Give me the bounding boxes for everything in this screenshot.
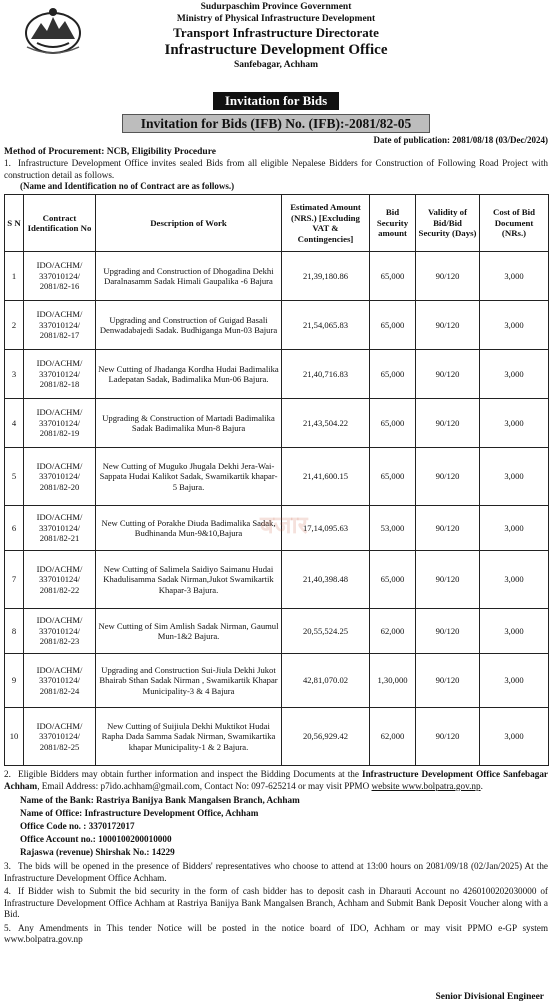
bank-rajaswa: Rajaswa (revenue) Shirshak No.: 14229	[20, 847, 175, 857]
cell-description: Upgrading & Construction of Martadi Badimalika Sadak Badimalika Mun-8 Bajura	[96, 399, 282, 448]
invitation-banner: Invitation for Bids	[213, 92, 339, 110]
cell-validity: 90/120	[416, 551, 480, 609]
cell-validity: 90/120	[416, 301, 480, 350]
cell-security: 1,30,000	[370, 654, 416, 708]
header-security: Bid Security amount	[370, 195, 416, 252]
cell-amount: 21,40,398.48	[282, 551, 370, 609]
header-office: Infrastructure Development Office	[164, 42, 388, 58]
paragraph-3	[4, 861, 548, 884]
cell-sn: 6	[5, 506, 24, 551]
cell-security: 65,000	[370, 350, 416, 399]
cell-description: New Cutting of Jhadanga Kordha Hudai Badimalika Ladepatan Sadak, Badimalika Mun-06 Bajura.	[96, 350, 282, 399]
cell-description: New Cutting of Porakhe Diuda Badimalika Sadak, Budhinanda Mun-9&10,Bajura	[96, 506, 282, 551]
cell-cost: 3,000	[480, 252, 549, 301]
cell-contract: IDO/ACHM/ 337010124/ 2081/82-18	[24, 350, 96, 399]
cell-security: 65,000	[370, 399, 416, 448]
cell-amount: 21,41,600.15	[282, 448, 370, 506]
cell-security: 53,000	[370, 506, 416, 551]
paragraph-text: The bids will be opened in the presence of Bidders' representatives who choose to attend at 13:00 hours on 2081/09/18 (02/Jan/2025) At the Infrastructure Development Office Achham.	[4, 861, 548, 883]
cell-sn: 5	[5, 448, 24, 506]
table-row	[5, 252, 549, 301]
paragraph-text: Infrastructure Development Office invites sealed Bids from all eligible Nepalese Bidders for Construction of Following Road Project with construction detail as follows.	[4, 158, 548, 180]
cell-contract: IDO/ACHM/ 337010124/ 2081/82-16	[24, 252, 96, 301]
cell-description: Upgrading and Construction of Guigad Basali Denwadabajedi Sadak. Budhiganga Mun-03 Bajura	[96, 301, 282, 350]
paragraph-text: Any Amendments in This tender Notice will be posted in the notice board of IDO, Achham or may visit PPMO e-GP system www.bolpatra.gov.np	[4, 922, 548, 944]
header-location: Sanfebagar, Achham	[233, 60, 319, 70]
table-row	[5, 654, 549, 708]
cell-contract: IDO/ACHM/ 337010124/ 2081/82-20	[24, 448, 96, 506]
paragraph-text-c: .	[480, 780, 483, 791]
cell-validity: 90/120	[416, 654, 480, 708]
cell-validity: 90/120	[416, 448, 480, 506]
header-directorate: Transport Infrastructure Directorate	[173, 25, 379, 40]
bank-details	[0, 794, 552, 859]
header-sn: S N	[5, 195, 24, 252]
cell-sn: 4	[5, 399, 24, 448]
cell-contract: IDO/ACHM/ 337010124/ 2081/82-25	[24, 708, 96, 766]
bank-name: Name of the Bank: Rastriya Banijya Bank Mangalsen Branch, Achham	[20, 795, 300, 805]
procurement-method: Method of Procurement: NCB, Eligibility Procedure	[4, 147, 216, 157]
cell-cost: 3,000	[480, 609, 549, 654]
office-name: Infrastructure Development Office Sanfebagar Achham	[4, 769, 548, 791]
paragraph-text-b: , Email Address: p7ido.achham@gmail.com, Contact No: 097-625214 or may visit PPMO	[37, 780, 372, 791]
cell-cost: 3,000	[480, 448, 549, 506]
table-row	[5, 301, 549, 350]
header-contract: Contract Identification No	[24, 195, 96, 252]
cell-amount: 21,54,065.83	[282, 301, 370, 350]
cell-amount: 20,55,524.25	[282, 609, 370, 654]
table-row	[5, 448, 549, 506]
paragraph-2	[4, 769, 548, 792]
cell-amount: 21,40,716.83	[282, 350, 370, 399]
paragraph-1	[4, 158, 548, 181]
cell-security: 62,000	[370, 609, 416, 654]
table-row	[5, 609, 549, 654]
bank-office-code: Office Code no. : 3370172017	[20, 821, 135, 831]
header-ministry: Ministry of Physical Infrastructure Development	[176, 14, 376, 24]
bank-account: Office Account no.: 1000100200010000	[20, 834, 172, 844]
cell-cost: 3,000	[480, 551, 549, 609]
cell-cost: 3,000	[480, 654, 549, 708]
cell-amount: 20,56,929.42	[282, 708, 370, 766]
website-link[interactable]: website www.bolpatra.gov.np	[371, 780, 481, 791]
cell-amount: 42,81,070.02	[282, 654, 370, 708]
cell-sn: 2	[5, 301, 24, 350]
paragraph-number: 4.	[4, 886, 11, 896]
paragraph-number: 3.	[4, 861, 11, 871]
cell-contract: IDO/ACHM/ 337010124/ 2081/82-23	[24, 609, 96, 654]
table-header-row	[5, 195, 549, 252]
watermark-logo: बजार	[260, 511, 308, 539]
cell-amount: 21,39,180.86	[282, 252, 370, 301]
paragraph-text: If Bidder wish to Submit the bid security in the form of cash bidder has to deposit cash in Dharauti Account no 4260100202030000 of Infrastructure Development Office Achham at Rastriya Banijya Bank Mangalsen Branch, Achham and Submit Bank Deposit Voucher along with a Bid.	[4, 886, 548, 919]
cell-cost: 3,000	[480, 399, 549, 448]
cell-security: 65,000	[370, 448, 416, 506]
cell-sn: 7	[5, 551, 24, 609]
cell-sn: 1	[5, 252, 24, 301]
cell-cost: 3,000	[480, 708, 549, 766]
table-row	[5, 708, 549, 766]
contract-subheading: (Name and Identification no of Contract are as follows.)	[20, 181, 235, 191]
paragraph-number: 5.	[4, 922, 11, 933]
header-cost: Cost of Bid Document (NRs.)	[480, 195, 549, 252]
cell-description: New Cutting of Salimela Saidiyo Saimanu Hudai Khadulisamma Sadak Nirman,Jukot Swamikartik Khapar-3 Bajura.	[96, 551, 282, 609]
cell-description: New Cutting of Suijiula Dekhi Muktikot Hudai Rapha Dada Samma Sadak Nirman, Swamikartika khapar Municipality-1 & 2 Bajura.	[96, 708, 282, 766]
cell-security: 65,000	[370, 551, 416, 609]
cell-cost: 3,000	[480, 506, 549, 551]
cell-sn: 3	[5, 350, 24, 399]
cell-description: New Cutting of Sim Amlish Sadak Nirman, Gaumul Mun-1&2 Bajura.	[96, 609, 282, 654]
paragraph-number: 2.	[4, 769, 11, 779]
cell-validity: 90/120	[416, 609, 480, 654]
cell-amount: 21,43,504.22	[282, 399, 370, 448]
cell-security: 65,000	[370, 301, 416, 350]
header-description: Description of Work	[96, 195, 282, 252]
table-row	[5, 399, 549, 448]
paragraph-number: 1.	[4, 158, 11, 168]
cell-security: 62,000	[370, 708, 416, 766]
ifb-title: Invitation for Bids (IFB) No. (IFB):-2081/82-05	[122, 114, 431, 133]
table-row	[5, 551, 549, 609]
header-province: Sudurpaschim Province Government	[200, 2, 352, 12]
cell-contract: IDO/ACHM/ 337010124/ 2081/82-19	[24, 399, 96, 448]
bank-office: Name of Office: Infrastructure Development Office, Achham	[20, 808, 259, 818]
table-row	[5, 350, 549, 399]
contracts-table	[4, 194, 549, 766]
cell-sn: 9	[5, 654, 24, 708]
publication-date: Date of publication: 2081/08/18 (03/Dec/2024)	[373, 135, 548, 145]
cell-description: New Cutting of Muguko Jhugala Dekhi Jera-Wai-Sappata Hudai Kalikot Sadak, Swamikartik khapar-5 Bajura.	[96, 448, 282, 506]
notice-header	[0, 0, 552, 92]
cell-sn: 10	[5, 708, 24, 766]
cell-validity: 90/120	[416, 350, 480, 399]
paragraph-text-a: Eligible Bidders may obtain further information and inspect the Bidding Documents at the	[18, 769, 362, 779]
paragraph-5	[4, 923, 548, 946]
cell-description: Upgrading and Construction Sui-Jiula Dekhi Jukot Bhairab Sthan Sadak Nirman , Swamikartik Khapar Municipality-3 & 4 Bajura	[96, 654, 282, 708]
header-amount: Estimated Amount (NRS.) [Excluding VAT & Contingencies]	[282, 195, 370, 252]
cell-description: Upgrading and Construction of Dhogadina Dekhi Daralnasamm Sadak Himali Gaupalika -6 Bajura	[96, 252, 282, 301]
cell-sn: 8	[5, 609, 24, 654]
cell-cost: 3,000	[480, 350, 549, 399]
cell-validity: 90/120	[416, 252, 480, 301]
cell-contract: IDO/ACHM/ 337010124/ 2081/82-17	[24, 301, 96, 350]
header-validity: Validity of Bid/Bid Security (Days)	[416, 195, 480, 252]
cell-validity: 90/120	[416, 399, 480, 448]
cell-security: 65,000	[370, 252, 416, 301]
signature-title: Senior Divisional Engineer	[435, 992, 544, 1002]
cell-cost: 3,000	[480, 301, 549, 350]
cell-contract: IDO/ACHM/ 337010124/ 2081/82-22	[24, 551, 96, 609]
cell-contract: IDO/ACHM/ 337010124/ 2081/82-21	[24, 506, 96, 551]
cell-validity: 90/120	[416, 506, 480, 551]
cell-validity: 90/120	[416, 708, 480, 766]
cell-contract: IDO/ACHM/ 337010124/ 2081/82-24	[24, 654, 96, 708]
cell-amount: 17,14,095.63	[282, 506, 370, 551]
government-emblem-icon	[23, 3, 83, 57]
paragraph-4	[4, 886, 548, 921]
